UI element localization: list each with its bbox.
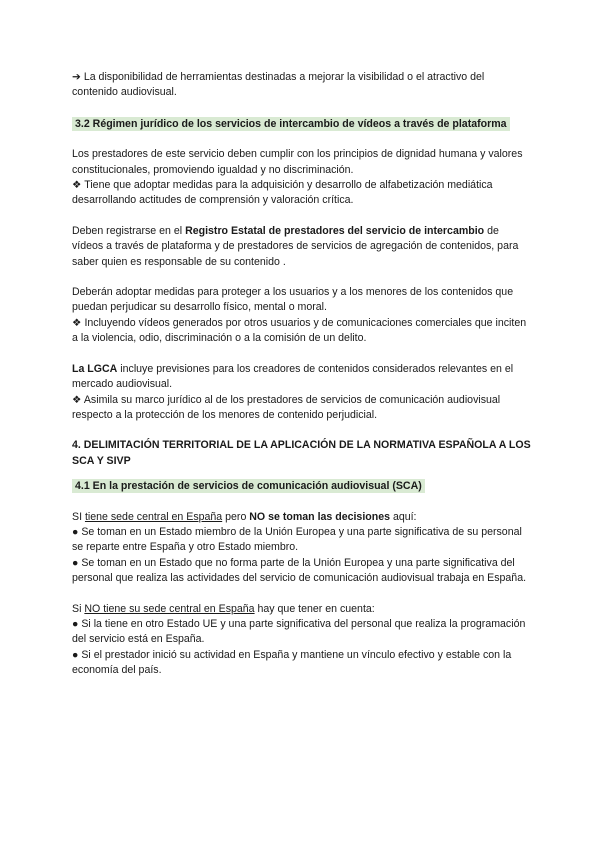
paragraph-sede-central: SI tiene sede central en España pero NO se toman las decisiones aquí: — [72, 510, 417, 523]
paragraph-visibilidad: ➔ La disponibilidad de herramientas destinadas a mejorar la visibilidad o el atractivo del contenido audiovisual. — [72, 71, 485, 99]
section-heading-4-1: 4.1 En la prestación de servicios de comunicación audiovisual (SCA) — [72, 478, 532, 494]
bullet-videos: ❖ Incluyendo vídeos generados por otros usuarios y de comunicaciones comerciales que inciten a la violencia, odio, discriminación o a la comisión de un delito. — [72, 316, 527, 345]
paragraph-no-sede: Si NO tiene su sede central en España hay que tener en cuenta: — [72, 602, 375, 615]
bullet-estado-miembro: ● Se toman en un Estado miembro de la Unión Europea y una parte significativa de su personal se reparte entre España y otro Estado miembro. — [72, 525, 522, 554]
bullet-alfabetizacion: ❖ Tiene que adoptar medidas para la adquisición y desarrollo de alfabetización mediática desarrollando actitudes de comprensión y valoración crítica. — [72, 179, 493, 207]
document-body — [72, 70, 532, 679]
paragraph-registro: Deben registrarse en el Registro Estatal de prestadores del servicio de intercambio de vídeos a través de plataforma y de prestadores de servicios de agregación de contenidos, para saber quien es responsable de su contenido . — [72, 224, 519, 268]
bullet-marco-juridico: ❖ Asimila su marco jurídico al de los prestadores de servicios de comunicación audiovisual respecto a la protección de los menores de contenido perjudicial. — [72, 393, 501, 421]
paragraph-prestadores: Los prestadores de este servicio deben cumplir con los principios de dignidad humana y valores constitucionales, promoviendo igualdad y no discriminación. — [72, 148, 523, 176]
bullet-otro-estado-ue: ● Si la tiene en otro Estado UE y una parte significativa del personal que realiza la programación del servicio está en España. — [72, 617, 526, 646]
section-heading-4: 4. DELIMITACIÓN TERRITORIAL DE LA APLICACIÓN DE LA NORMATIVA ESPAÑOLA A LOS SCA Y SIVP — [72, 439, 531, 467]
paragraph-lgca: La LGCA incluye previsiones para los creadores de contenidos considerados relevantes en el mercado audiovisual. — [72, 362, 514, 391]
registro-estatal-bold: Registro Estatal de prestadores del servicio de intercambio — [185, 224, 485, 237]
bullet-inicio-actividad: ● Si el prestador inició su actividad en España y mantiene un vínculo efectivo y estable con la economía del país. — [72, 648, 512, 677]
paragraph-medidas: Deberán adoptar medidas para proteger a los usuarios y a los menores de los contenidos que puedan perjudicar su desarrollo físico, mental o moral. — [72, 286, 514, 314]
section-heading-3-2: 3.2 Régimen jurídico de los servicios de intercambio de vídeos a través de plataforma — [72, 116, 532, 132]
bullet-estado-no-ue: ● Se toman en un Estado que no forma parte de la Unión Europea y una parte significativa del personal que realiza las actividades del servicio de comunicación audiovisual trabaja en España. — [72, 556, 527, 585]
